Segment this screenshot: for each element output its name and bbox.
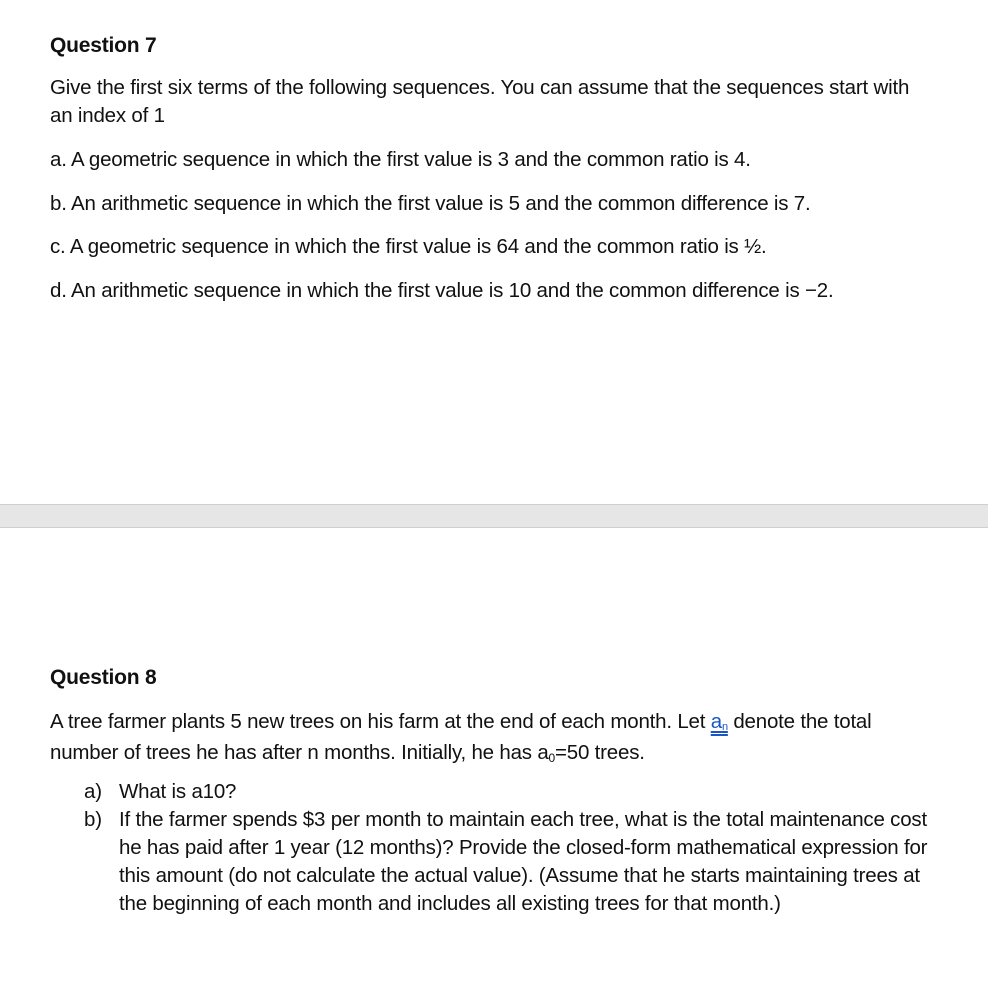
question-7-intro: Give the first six terms of the following sequences. You can assume that the sequences start with an index of 1 [50, 76, 910, 127]
question-8-intro-part2: denote the total number of trees he has after n months. Initially, he has a [50, 710, 872, 764]
question-7-item-a: a. A geometric sequence in which the first value is 3 and the common ratio is 4. [50, 148, 751, 171]
question-8-title: Question 8 [50, 666, 157, 689]
document-page-bottom [0, 528, 988, 998]
a-0-subscript: 0 [548, 751, 556, 765]
sub-item-marker: a) [84, 780, 102, 803]
question-7-title: Question 7 [50, 34, 157, 57]
question-8-sub-item-b [84, 806, 944, 918]
question-7-item-b: b. An arithmetic sequence in which the first value is 5 and the common difference is 7. [50, 192, 811, 215]
question-7-item-c: c. A geometric sequence in which the first value is 64 and the common ratio is ½. [50, 235, 767, 258]
a-n-term [711, 710, 728, 733]
a-n-subscript: n [721, 721, 728, 733]
question-8-intro-part3: =50 trees. [555, 741, 645, 764]
sub-item-text: If the farmer spends $3 per month to maintain each tree, what is the total maintenance cost he has paid after 1 year (12 months)? Provide the closed-form mathematical expression for this amount (do not calculate the actual value). (Assume that he starts maintaining trees at the beginning of each month and includes all existing trees for that month.) [119, 808, 928, 915]
sub-item-text: What is a10? [119, 780, 237, 803]
a-n-base: a [710, 710, 722, 733]
sub-item-marker: b) [84, 808, 102, 831]
question-8-intro-part1: A tree farmer plants 5 new trees on his farm at the end of each month. Let [50, 710, 711, 733]
question-8-intro [50, 708, 920, 769]
question-8-sub-item-a [84, 778, 944, 806]
question-7-item-d: d. An arithmetic sequence in which the first value is 10 and the common difference is −2. [50, 279, 834, 302]
question-8-sub-list [84, 778, 944, 918]
page-divider [0, 504, 988, 528]
